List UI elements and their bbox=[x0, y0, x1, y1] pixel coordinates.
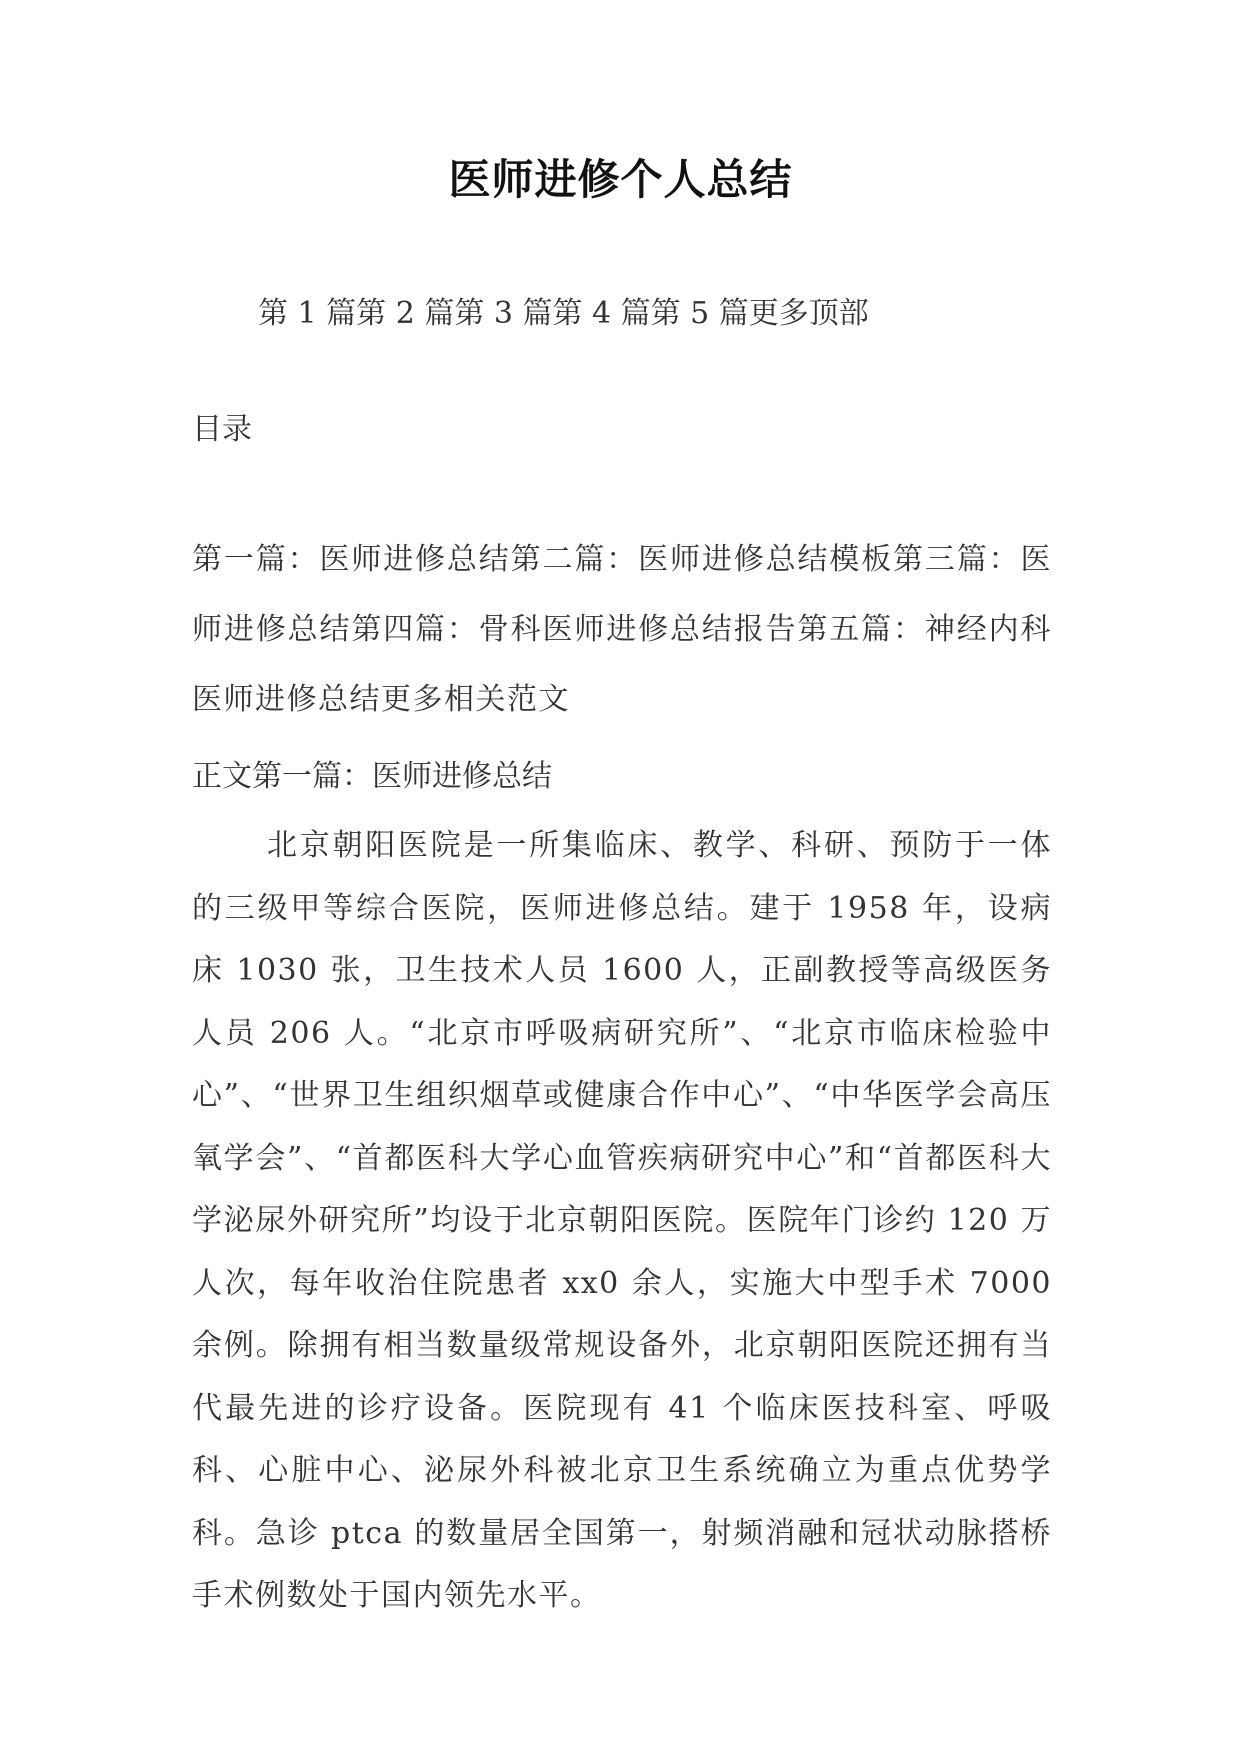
document-title: 医师进修个人总结 bbox=[448, 155, 793, 204]
body-paragraph: 北京朝阳医院是一所集临床、教学、科研、预防于一体的三级甲等综合医院，医师进修总结。建于 1958 年，设病床 1030 张，卫生技术人员 1600 人，正副教授等高级医务人员 206 人。“北京市呼吸病研究所”、“北京市临床检验中心”、“世界卫生组织烟草或健康合作中心”、“中华医学会高压氧学会”、“首都医科大学心血管疾病研究中心”和“首都医科大学泌尿外研究所”均设于北京朝阳医院。医院年门诊约 120 万人次，每年收治住院患者 xx0 余人，实施大中型手术 7000 余例。除拥有相当数量级常规设备外，北京朝阳医院还拥有当代最先进的诊疗设备。医院现有 41 个临床医技科室、呼吸科、心脏中心、泌尿外科被北京卫生系统确立为重点优势学科。急诊 ptca 的数量居全国第一，射频消融和冠状动脉搭桥手术例数处于国内领先水平。 bbox=[192, 828, 1052, 1613]
table-of-contents-heading: 目录 bbox=[192, 412, 252, 447]
table-of-contents-text: 第一篇：医师进修总结第二篇：医师进修总结模板第三篇：医师进修总结第四篇：骨科医师进修总结报告第五篇：神经内科医师进修总结更多相关范文 bbox=[192, 542, 1052, 717]
section-heading: 正文第一篇：医师进修总结 bbox=[192, 759, 552, 794]
article-navigation-text: 第 1 篇第 2 篇第 3 篇第 4 篇第 5 篇更多顶部 bbox=[258, 296, 869, 331]
